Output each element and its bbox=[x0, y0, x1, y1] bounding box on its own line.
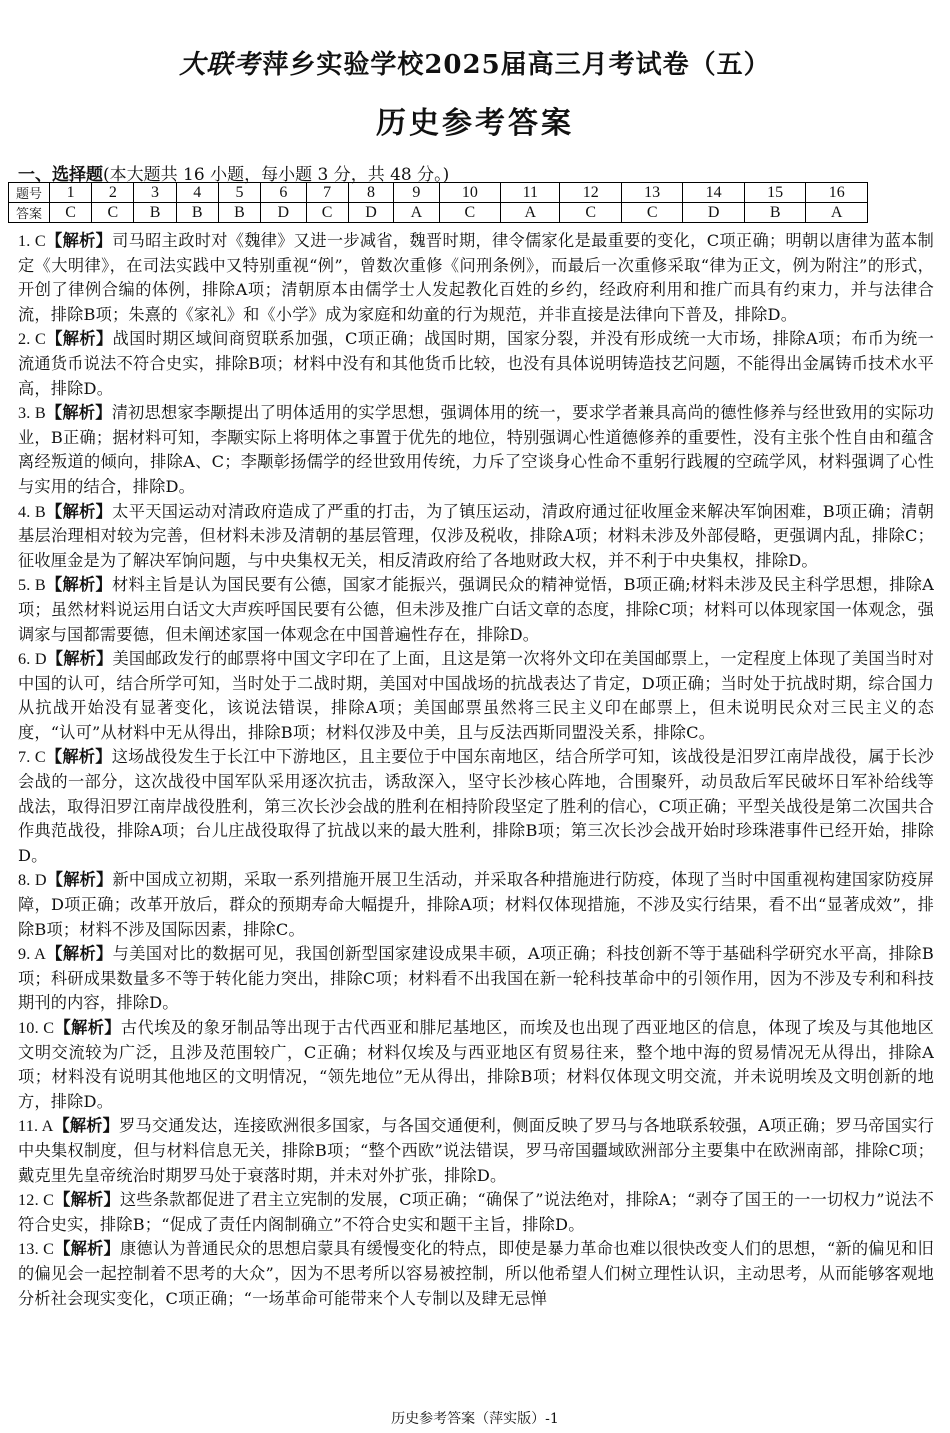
item-text: 清初思想家李颙提出了明体适用的实学思想，强调体用的统一，要求学者兼具高尚的德性修养与经世致用的实际功业，B正确；据材料可知，李颙实际上将明体之事置于优先的地位，特别强调心性道德修养的重要性，没有主张个性自由和蕴含离经叛道的倾向，排除A、C；李颙彰扬儒学的经世致用传统，力斥了空谈身心性命不重躬行践履的空疏学风，材料强调了心性与实用的结合，排除D。 bbox=[18, 403, 934, 496]
answer-cell: D bbox=[683, 203, 744, 223]
item-text: 司马昭主政时对《魏律》又进一步减省，魏晋时期，律令儒家化是最重要的变化，C项正确；明朝以唐律为蓝本制定《大明律》，在司法实践中又特别重视“例”，曾数次重修《问刑条例》，而最后一次重修采取“律为正文，例为附注”的形式，开创了律例合编的体例，排除A项；清朝原本由儒学士人发起教化百姓的乡约，经政府利用和推广而具有约束力，并与法律合流，排除B项；朱熹的《家礼》和《小学》成为家庭和幼童的行为规范，并非直接是法律向下普及，排除D。 bbox=[18, 231, 934, 324]
answer-table bbox=[8, 182, 868, 223]
item-text: 与美国对比的数据可见，我国创新型国家建设成果丰硕，A项正确；科技创新不等于基础科学研究水平高，排除B项；科研成果数量多不等于转化能力突出，排除C项；材料看不出我国在新一轮科技革命中的引领作用，因为不涉及专利和科技期刊的内容，排除D。 bbox=[18, 944, 934, 1013]
answer-table-number-row bbox=[9, 183, 868, 203]
explanation-item bbox=[18, 401, 934, 499]
item-text: 太平天国运动对清政府造成了严重的打击，为了镇压运动，清政府通过征收厘金来解决军饷困难，B项正确；清朝基层治理相对较为完善，但材料未涉及清朝的基层管理，仅涉及税收，排除A项；材料未涉及外部侵略，更强调内乱，排除C；征收厘金是为了解决军饷问题，与中央集权无关，相反清政府给了各地财政大权，并不利于中央集权，排除D。 bbox=[18, 501, 934, 570]
answer-cell: B bbox=[134, 203, 176, 223]
item-text: 美国邮政发行的邮票将中国文字印在了上面，且这是第一次将外文印在美国邮票上，一定程度上体现了美国当时对中国的认可，结合所学可知，当时处于二战时期，美国对中国战场的抗战表达了肯定，D项正确；当时处于抗战时期，综合国力从抗战开始没有显著变化，该说法错误，排除A项；美国邮票虽然将三民主义印在邮票上，但未说明民众对三民主义的态度，“认可”从材料中无从得出，排除B项；材料仅涉及中美，且与反法西斯同盟没关系，排除C。 bbox=[18, 649, 934, 742]
question-number: 7 bbox=[306, 183, 348, 203]
question-number: 5 bbox=[218, 183, 260, 203]
section-note: (本大题共 16 小题，每小题 3 分，共 48 分。) bbox=[103, 165, 450, 185]
item-tag: 【解析】 bbox=[46, 329, 113, 349]
answer-cell: A bbox=[394, 203, 439, 223]
row-label-answer: 答案 bbox=[9, 203, 50, 223]
explanation-item bbox=[18, 1114, 934, 1188]
question-number: 8 bbox=[348, 183, 393, 203]
explanation-item bbox=[18, 1016, 934, 1114]
brand-logo-text: 大联考 bbox=[179, 50, 261, 80]
question-number: 12 bbox=[560, 183, 621, 203]
explanation-item bbox=[18, 229, 934, 327]
answer-cell: A bbox=[806, 203, 868, 223]
explanation-item bbox=[18, 942, 934, 1016]
item-tag: 【解析】 bbox=[45, 575, 113, 595]
item-tag: 【解析】 bbox=[45, 403, 112, 423]
item-number: 3. B bbox=[18, 404, 46, 423]
question-number: 11 bbox=[501, 183, 560, 203]
item-number: 2. C bbox=[18, 330, 46, 349]
item-tag: 【解析】 bbox=[46, 649, 113, 669]
answer-cell: C bbox=[92, 203, 134, 223]
page-footer: 历史参考答案（萍实版）-1 bbox=[391, 1411, 559, 1427]
item-tag: 【解析】 bbox=[46, 944, 113, 964]
explanation-item bbox=[18, 327, 934, 401]
item-number: 10. C bbox=[18, 1019, 55, 1037]
explanation-list bbox=[18, 229, 934, 1311]
item-tag: 【解析】 bbox=[54, 1239, 120, 1259]
item-text: 康德认为普通民众的思想启蒙具有缓慢变化的特点，即使是暴力革命也难以很快改变人们的思想，“新的偏见和旧的偏见会一起控制着不思考的大众”，因为不思考所以容易被控制，所以他希望人们树立理性认识，主动思考，从而能够客观地分析社会现实变化，C项正确；“一场革命可能带来个人专制以及肆无忌惮 bbox=[18, 1239, 934, 1308]
question-number: 6 bbox=[261, 183, 306, 203]
page-subtitle: 历史参考答案 bbox=[376, 106, 574, 141]
item-number: 7. C bbox=[18, 748, 46, 767]
answer-cell: B bbox=[218, 203, 260, 223]
item-number: 11. A bbox=[18, 1117, 54, 1136]
explanation-item bbox=[18, 500, 934, 574]
explanation-item bbox=[18, 573, 934, 647]
answer-cell: A bbox=[501, 203, 560, 223]
answer-cell: D bbox=[261, 203, 306, 223]
item-tag: 【解析】 bbox=[53, 1116, 120, 1136]
question-number: 16 bbox=[806, 183, 868, 203]
question-number: 3 bbox=[134, 183, 176, 203]
item-number: 4. B bbox=[18, 502, 46, 521]
item-text: 战国时期区域间商贸联系加强，C项正确；战国时期，国家分裂，并没有形成统一大市场，排除A项；布币为统一流通货币说法不符合史实，排除B项；材料中没有和其他货币比较，也没有具体说明铸造技艺问题，不能得出金属铸币技术水平高，排除D。 bbox=[18, 329, 934, 398]
item-tag: 【解析】 bbox=[45, 501, 113, 521]
answer-cell: C bbox=[621, 203, 682, 223]
item-text: 古代埃及的象牙制品等出现于古代西亚和腓尼基地区，而埃及也出现了西亚地区的信息，体现了埃及与其他地区文明交流较为广泛，且涉及范围较广，C正确；材料仅埃及与西亚地区有贸易往来，整个地中海的贸易情况无从得出，排除A项；材料没有说明其他地区的文明情况，“领先地位”无从得出，排除B项；材料仅体现文明交流，并未说明埃及文明创新的地方，排除D。 bbox=[18, 1018, 934, 1111]
item-number: 6. D bbox=[18, 650, 47, 669]
exam-title bbox=[0, 44, 950, 81]
question-number: 1 bbox=[50, 183, 92, 203]
item-number: 9. A bbox=[18, 945, 47, 964]
answer-cell: C bbox=[560, 203, 621, 223]
item-number: 8. D bbox=[18, 871, 47, 890]
item-text: 这些条款都促进了君主立宪制的发展，C项正确；“确保了”说法绝对，排除A；“剥夺了国王的一一切权力”说法不符合史实，排除B；“促成了责任内阁制确立”不符合史实和题干主旨，排除D。 bbox=[18, 1190, 934, 1234]
item-text: 这场战役发生于长江中下游地区，且主要位于中国东南地区，结合所学可知，该战役是汨罗江南岸战役，属于长沙会战的一部分，这次战役中国军队采用逐次抗击，诱敌深入，坚守长沙核心阵地，合围聚歼，动员敌后军民破坏日军补给线等战法，取得汨罗江南岸战役胜利，第三次长沙会战的胜利在相持阶段坚定了胜利的信心，C项正确；平型关战役是第二次国共合作典范战役，排除A项；台儿庄战役取得了抗战以来的最大胜利，排除B项；第三次长沙会战开始时珍珠港事件已经开始，排除D。 bbox=[18, 747, 934, 865]
explanation-item bbox=[18, 745, 934, 868]
explanation-item bbox=[18, 868, 934, 942]
row-label-number: 题号 bbox=[9, 183, 50, 203]
answer-table-answer-row bbox=[9, 203, 868, 223]
answer-cell: C bbox=[306, 203, 348, 223]
item-tag: 【解析】 bbox=[45, 747, 112, 767]
explanation-item bbox=[18, 1237, 934, 1311]
question-number: 4 bbox=[176, 183, 218, 203]
exam-title-text: 萍乡实验学校2025届高三月考试卷（五） bbox=[262, 50, 771, 80]
question-number: 13 bbox=[621, 183, 682, 203]
item-number: 5. B bbox=[18, 576, 46, 595]
answer-cell: D bbox=[348, 203, 393, 223]
item-tag: 【解析】 bbox=[45, 231, 113, 250]
item-number: 1. C bbox=[18, 232, 46, 250]
item-text: 材料主旨是认为国民要有公德，国家才能振兴，强调民众的精神觉悟，B项正确;材料未涉及民主科学思想，排除A项；虽然材料说运用白话文大声疾呼国民要有公德，但未涉及推广白话文章的态度，排除C项；材料可以体现家国一体观念，强调家与国都需要德，但未阐述家国一体观念在中国普遍性存在，排除D。 bbox=[18, 575, 934, 644]
item-text: 新中国成立初期，采取一系列措施开展卫生活动，并采取各种措施进行防疫，体现了当时中国重视构建国家防疫屏障，D项正确；改革开放后，群众的预期寿命大幅提升，排除A项；材料仅体现措施，不涉及实行结果，看不出“显著成效”，排除B项；材料不涉及国际因素，排除C。 bbox=[18, 870, 934, 939]
explanation-item bbox=[18, 647, 934, 745]
item-tag: 【解析】 bbox=[46, 870, 113, 890]
section-heading-text: 一、选择题 bbox=[18, 165, 103, 185]
question-number: 15 bbox=[744, 183, 805, 203]
question-number: 14 bbox=[683, 183, 744, 203]
item-tag: 【解析】 bbox=[54, 1190, 120, 1210]
question-number: 2 bbox=[92, 183, 134, 203]
item-number: 13. C bbox=[18, 1240, 55, 1259]
answer-cell: C bbox=[439, 203, 500, 223]
answer-cell: B bbox=[176, 203, 218, 223]
explanation-item bbox=[18, 1188, 934, 1237]
answer-cell: B bbox=[744, 203, 805, 223]
item-number: 12. C bbox=[18, 1191, 55, 1210]
question-number: 10 bbox=[439, 183, 500, 203]
item-text: 罗马交通发达，连接欧洲很多国家，与各国交通便利，侧面反映了罗马与各地联系较强，A项正确；罗马帝国实行中央集权制度，但与材料信息无关，排除B项；“整个西欧”说法错误，罗马帝国疆域欧洲部分主要集中在欧洲南部，排除C项；戴克里先皇帝统治时期罗马处于衰落时期，并未对外扩张，排除D。 bbox=[18, 1116, 934, 1185]
question-number: 9 bbox=[394, 183, 439, 203]
item-tag: 【解析】 bbox=[54, 1018, 121, 1037]
answer-cell: C bbox=[50, 203, 92, 223]
